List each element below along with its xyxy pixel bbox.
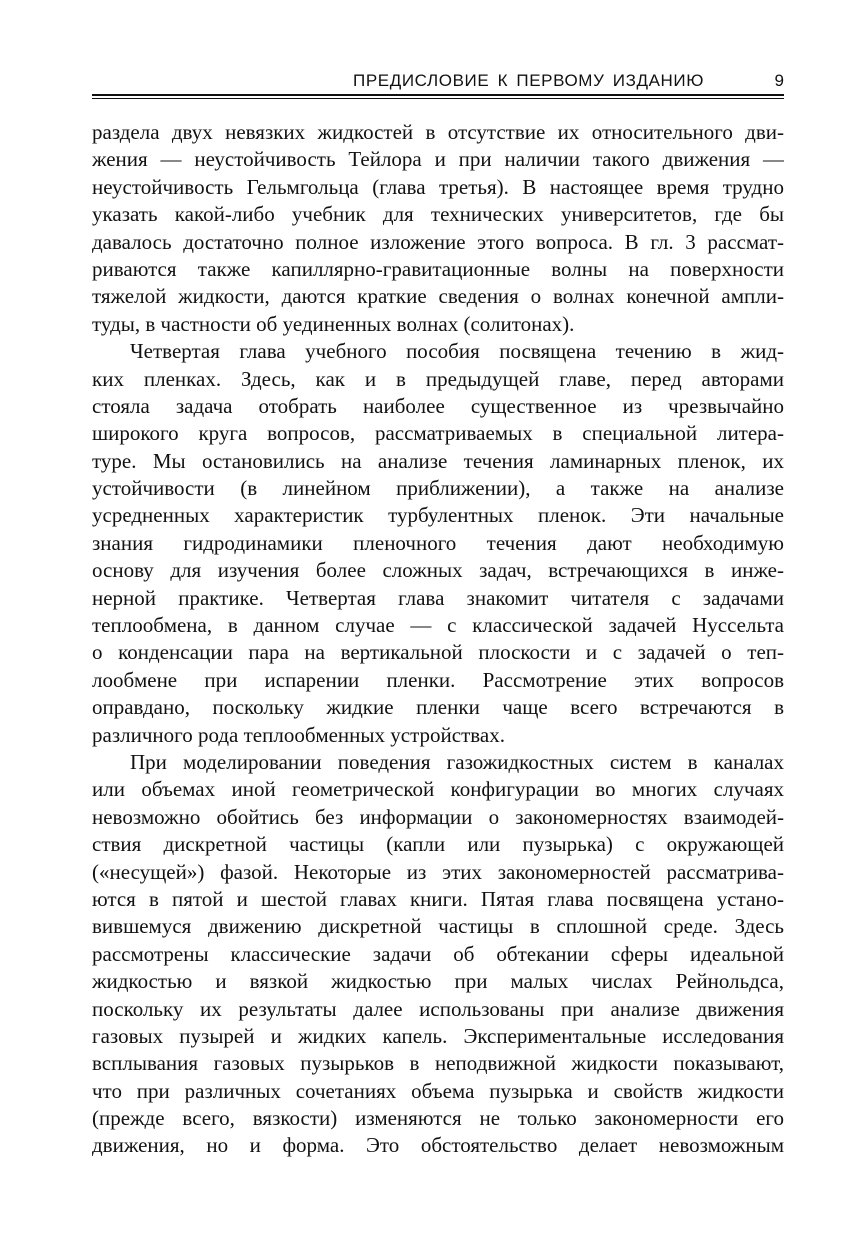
text-line: Четвертая глава учебного пособия посвящена течению в жид- — [130, 339, 784, 364]
page-number: 9 — [774, 71, 784, 90]
text-line: газовых пузырей и жидких капель. Экспериментальные исследования — [92, 1023, 784, 1048]
text-line: давалось достаточно полное изложение этого вопроса. В гл. 3 рассмат- — [92, 229, 784, 254]
paragraph — [92, 119, 784, 338]
text-line: При моделировании поведения газожидкостных систем в каналах — [130, 749, 784, 774]
text-line: теплообмена, в данном случае — с классической задачей Нуссельта — [92, 613, 784, 638]
paragraph — [92, 338, 784, 749]
text-line: оправдано, поскольку жидкие пленки чаще всего встречаются в — [92, 695, 784, 720]
text-line: устойчивости (в линейном приближении), а также на анализе — [92, 476, 784, 501]
text-line: (прежде всего, вязкости) изменяются не только закономерности его — [92, 1106, 784, 1131]
running-head — [92, 70, 784, 92]
text-line: («несущей») фазой. Некоторые из этих закономерностей рассматрива- — [92, 859, 784, 884]
text-line: нерной практике. Четвертая глава знакомит читателя с задачами — [92, 585, 784, 610]
paragraph — [92, 749, 784, 1160]
text-line: ются в пятой и шестой главах книги. Пятая глава посвящена устано- — [92, 886, 784, 911]
text-line: туре. Мы остановились на анализе течения ламинарных пленок, их — [92, 448, 784, 473]
text-line: тяжелой жидкости, даются краткие сведения о волнах конечной ампли- — [92, 284, 784, 309]
body-text — [92, 119, 784, 1160]
text-line: или объемах иной геометрической конфигурации во многих случаях — [92, 777, 784, 802]
text-line: движения, но и форма. Это обстоятельство делает невозможным — [92, 1133, 784, 1158]
text-line: стояла задача отобрать наиболее существенное из чрезвычайно — [92, 393, 784, 418]
header-rule-thin — [92, 98, 784, 99]
text-line: о конденсации пара на вертикальной плоскости и с задачей о теп- — [92, 640, 784, 665]
running-head-title: ПРЕДИСЛОВИЕ К ПЕРВОМУ ИЗДАНИЮ — [353, 71, 704, 90]
text-line: невозможно обойтись без информации о закономерностях взаимодей- — [92, 804, 784, 829]
text-line: что при различных сочетаниях объема пузырька и свойств жидкости — [92, 1078, 784, 1103]
text-line: всплывания газовых пузырьков в неподвижной жидкости показывают, — [92, 1051, 784, 1076]
text-line: жения — неустойчивость Тейлора и при наличии такого движения — — [92, 147, 784, 172]
text-line: различного рода теплообменных устройствах. — [92, 722, 505, 747]
text-line: ких пленках. Здесь, как и в предыдущей главе, перед авторами — [92, 366, 784, 391]
text-line: лообмене при испарении пленки. Рассмотрение этих вопросов — [92, 667, 784, 692]
text-line: широкого круга вопросов, рассматриваемых в специальной литера- — [92, 421, 784, 446]
text-line: указать какой-либо учебник для технических университетов, где бы — [92, 202, 784, 227]
text-line: раздела двух невязких жидкостей в отсутствие их относительного дви- — [92, 120, 784, 144]
text-line: риваются также капиллярно-гравитационные волны на поверхности — [92, 256, 784, 281]
text-line: основу для изучения более сложных задач, встречающихся в инже- — [92, 558, 784, 583]
text-line: рассмотрены классические задачи об обтекании сферы идеальной — [92, 941, 784, 966]
text-line: ствия дискретной частицы (капли или пузырька) с окружающей — [92, 832, 784, 857]
text-line: знания гидродинамики пленочного течения дают необходимую — [92, 530, 784, 555]
text-line: туды, в частности об уединенных волнах (солитонах). — [92, 311, 575, 336]
text-line: неустойчивость Гельмгольца (глава третья). В настоящее время трудно — [92, 174, 784, 199]
text-line: усредненных характеристик турбулентных пленок. Эти начальные — [92, 503, 784, 528]
text-line: жидкостью и вязкой жидкостью при малых числах Рейнольдса, — [92, 969, 784, 994]
book-page — [92, 0, 784, 1240]
text-line: вившемуся движению дискретной частицы в сплошной среде. Здесь — [92, 914, 784, 939]
header-rule-thick — [92, 94, 784, 96]
text-line: поскольку их результаты далее использованы при анализе движения — [92, 996, 784, 1021]
